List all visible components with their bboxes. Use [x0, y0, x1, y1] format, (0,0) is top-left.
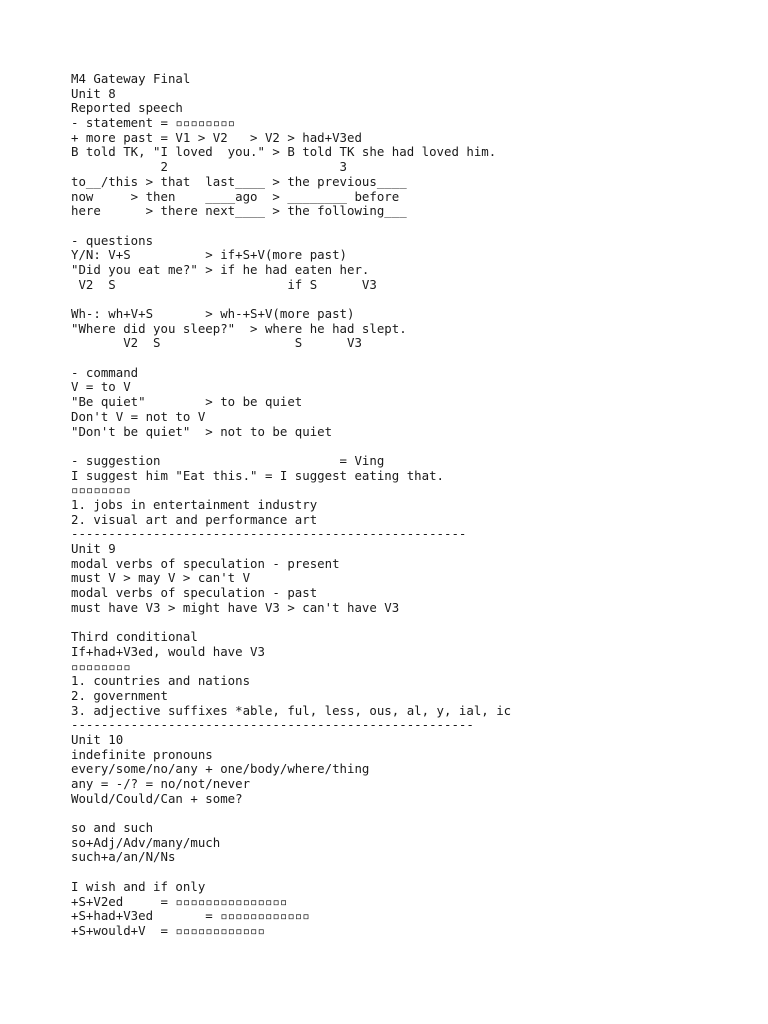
document-line	[71, 219, 751, 234]
document-line: - command	[71, 364, 139, 380]
document-line: - suggestion = Ving	[71, 452, 385, 468]
document-line: now > then ____ago > ________ before	[71, 188, 400, 204]
document-line	[71, 865, 751, 880]
document-line: here > there next____ > the following___	[71, 203, 407, 219]
document-line: 1. jobs in entertainment industry	[71, 496, 318, 512]
document-line: "Be quiet" > to be quiet	[71, 394, 303, 410]
document-line: 2. visual art and performance art	[71, 511, 318, 527]
document-line: "Don't be quiet" > not to be quiet	[71, 423, 333, 439]
document-line	[71, 806, 751, 821]
document-line: Wh-: wh+V+S > wh-+S+V(more past)	[71, 306, 355, 321]
document-line: I wish and if only	[71, 878, 206, 894]
document-line: 2. government	[71, 687, 168, 703]
document-line: Would/Could/Can + some?	[71, 790, 243, 806]
document-line: +S+would+V = ▫▫▫▫▫▫▫▫▫▫▫▫	[71, 922, 265, 938]
document-line: V = to V	[71, 379, 131, 395]
document-line: 3. adjective suffixes *able, ful, less, ous, al, y, ial, ic	[71, 702, 512, 718]
document-line: must V > may V > can't V	[71, 570, 251, 586]
document-line: ▫▫▫▫▫▫▫▫	[71, 482, 131, 498]
document-line: If+had+V3ed, would have V3	[71, 643, 265, 659]
document-line: modal verbs of speculation - present	[71, 555, 340, 571]
document-line: ▫▫▫▫▫▫▫▫	[71, 658, 131, 674]
document-line: Reported speech	[71, 100, 183, 116]
document-line: M4 Gateway Final	[71, 71, 191, 86]
document-line: Don't V = not to V	[71, 408, 206, 424]
document-line: Y/N: V+S > if+S+V(more past)	[71, 247, 348, 263]
document-line: V2 S S V3	[71, 335, 362, 351]
document-line	[71, 351, 751, 366]
document-line: so+Adj/Adv/many/much	[71, 834, 221, 850]
document-line: Unit 10	[71, 731, 124, 747]
document-line: B told TK, "I loved you." > B told TK she had loved him.	[71, 144, 497, 160]
document-line: V2 S if S V3	[71, 276, 377, 292]
document-line: "Did you eat me?" > if he had eaten her.	[71, 261, 370, 277]
document-line: +S+had+V3ed = ▫▫▫▫▫▫▫▫▫▫▫▫	[71, 908, 310, 924]
document-line: "Where did you sleep?" > where he had slept.	[71, 320, 407, 336]
document-line: - statement = ▫▫▫▫▫▫▫▫	[71, 115, 236, 131]
document-line: +S+V2ed = ▫▫▫▫▫▫▫▫▫▫▫▫▫▫▫	[71, 893, 288, 909]
document-line: Unit 8	[71, 85, 116, 101]
document-line: - questions	[71, 232, 154, 248]
document-line	[71, 292, 751, 307]
document-line: Unit 9	[71, 541, 116, 556]
document-line: 2 3	[71, 159, 348, 175]
document-line	[71, 439, 751, 454]
document-line: to__/this > that last____ > the previous____	[71, 173, 407, 189]
document-line: indefinite pronouns	[71, 746, 213, 762]
document-line: 1. countries and nations	[71, 673, 251, 689]
document-line: + more past = V1 > V2 > V2 > had+V3ed	[71, 129, 362, 145]
document-line: such+a/an/N/Ns	[71, 849, 176, 865]
document-line: ------------------------------------------------------	[71, 717, 474, 733]
document-line: must have V3 > might have V3 > can't have V3	[71, 599, 400, 615]
document-line: Third conditional	[71, 629, 198, 645]
document-line: -----------------------------------------------------	[71, 526, 467, 542]
document-line: every/some/no/any + one/body/where/thing	[71, 761, 370, 777]
document-body	[71, 72, 751, 939]
document-line: so and such	[71, 820, 154, 836]
document-line	[71, 615, 751, 630]
document-line: any = -/? = no/not/never	[71, 776, 251, 791]
document-line: modal verbs of speculation - past	[71, 585, 318, 601]
document-line: I suggest him "Eat this." = I suggest eating that.	[71, 467, 444, 483]
